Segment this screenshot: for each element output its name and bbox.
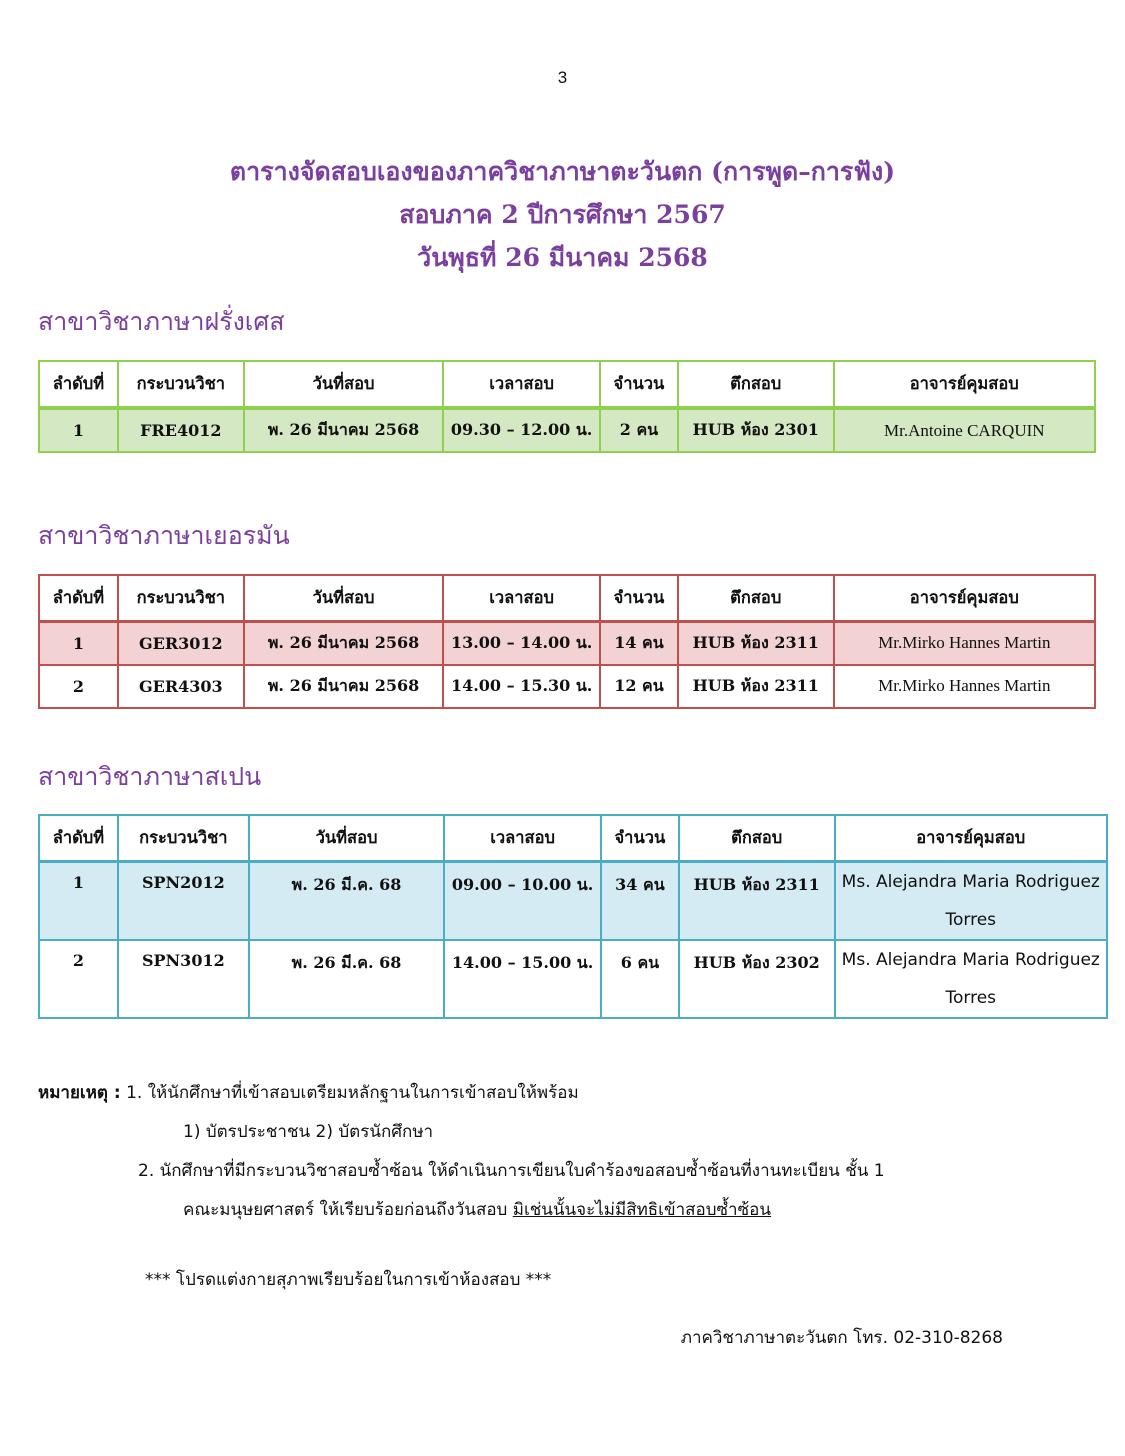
cell-count: 2 คน	[600, 408, 678, 452]
table-header-row	[39, 575, 1095, 622]
note-item-1-text: 1. ให้นักศึกษาที่เข้าสอบเตรียมหลักฐานในการเข้าสอบให้พร้อม	[126, 1083, 579, 1103]
header-room: ตึกสอบ	[678, 575, 834, 622]
cell-proctor	[835, 862, 1107, 941]
cell-no: 1	[39, 862, 118, 941]
header-course: กระบวนวิชา	[118, 815, 249, 862]
header-time: เวลาสอบ	[443, 575, 600, 622]
cell-course: FRE4012	[118, 408, 244, 452]
section-heading-french: สาขาวิชาภาษาฝรั่งเศส	[38, 307, 285, 336]
department-contact: ภาควิชาภาษาตะวันตก โทร. 02-310-8268	[680, 1328, 1003, 1348]
note-item-2-cont-text: คณะมนุษยศาสตร์ ให้เรียบร้อยก่อนถึงวันสอบ	[183, 1200, 508, 1220]
section-heading-spanish: สาขาวิชาภาษาสเปน	[38, 762, 262, 791]
header-date: วันที่สอบ	[244, 575, 444, 622]
note-item-1	[38, 1074, 1088, 1113]
cell-proctor: Mr.Mirko Hannes Martin	[834, 622, 1095, 665]
header-time: เวลาสอบ	[444, 815, 601, 862]
exam-table-french	[38, 360, 1096, 453]
header-count: จำนวน	[601, 815, 679, 862]
title-line-1: ตารางจัดสอบเองของภาควิชาภาษาตะวันตก (การพูด–การฟัง)	[229, 157, 896, 186]
cell-no: 1	[39, 408, 118, 452]
cell-count: 14 คน	[600, 622, 678, 665]
cell-course: GER3012	[118, 622, 244, 665]
cell-course: GER4303	[118, 665, 244, 708]
header-proctor: อาจารย์คุมสอบ	[835, 815, 1107, 862]
header-time: เวลาสอบ	[443, 361, 600, 408]
cell-count: 12 คน	[600, 665, 678, 708]
page-title	[0, 150, 1125, 279]
header-date: วันที่สอบ	[249, 815, 444, 862]
exam-table-german	[38, 574, 1096, 709]
header-room: ตึกสอบ	[678, 361, 834, 408]
table-row	[39, 862, 1107, 941]
header-proctor: อาจารย์คุมสอบ	[834, 361, 1095, 408]
header-count: จำนวน	[600, 575, 678, 622]
table-row	[39, 622, 1095, 665]
cell-time: 14.00 – 15.30 น.	[443, 665, 600, 708]
header-no: ลำดับที่	[39, 361, 118, 408]
cell-room: HUB ห้อง 2311	[678, 622, 834, 665]
cell-course: SPN2012	[118, 862, 249, 941]
cell-proctor	[835, 940, 1107, 1018]
cell-proctor: Mr.Mirko Hannes Martin	[834, 665, 1095, 708]
cell-no: 2	[39, 940, 118, 1018]
cell-proctor: Mr.Antoine CARQUIN	[834, 408, 1095, 452]
dress-code-note: *** โปรดแต่งกายสุภาพเรียบร้อยในการเข้าห้องสอบ ***	[145, 1270, 552, 1290]
cell-no: 2	[39, 665, 118, 708]
header-count: จำนวน	[600, 361, 678, 408]
cell-time: 09.00 – 10.00 น.	[444, 862, 601, 941]
cell-room: HUB ห้อง 2311	[679, 862, 835, 941]
note-item-2-cont	[38, 1191, 1088, 1230]
note-item-1-sub: 1) บัตรประชาชน 2) บัตรนักศึกษา	[183, 1122, 434, 1142]
title-line-3: วันพุธที่ 26 มีนาคม 2568	[417, 243, 708, 272]
cell-time: 14.00 – 15.00 น.	[444, 940, 601, 1018]
cell-date: พ. 26 มี.ค. 68	[249, 940, 444, 1018]
cell-count: 6 คน	[601, 940, 679, 1018]
header-proctor: อาจารย์คุมสอบ	[834, 575, 1095, 622]
header-no: ลำดับที่	[39, 815, 118, 862]
cell-date: พ. 26 มีนาคม 2568	[244, 622, 444, 665]
exam-table-spanish	[38, 814, 1108, 1019]
table-row	[39, 665, 1095, 708]
cell-room: HUB ห้อง 2301	[678, 408, 834, 452]
table-header-row	[39, 815, 1107, 862]
cell-time: 09.30 – 12.00 น.	[443, 408, 600, 452]
table-row	[39, 408, 1095, 452]
cell-course: SPN3012	[118, 940, 249, 1018]
cell-no: 1	[39, 622, 118, 665]
cell-date: พ. 26 มี.ค. 68	[249, 862, 444, 941]
header-course: กระบวนวิชา	[118, 575, 244, 622]
cell-room: HUB ห้อง 2302	[679, 940, 835, 1018]
proctor-line-2: Torres	[945, 910, 997, 930]
notes-block	[38, 1074, 1088, 1230]
cell-time: 13.00 – 14.00 น.	[443, 622, 600, 665]
table-header-row	[39, 361, 1095, 408]
cell-date: พ. 26 มีนาคม 2568	[244, 665, 444, 708]
cell-date: พ. 26 มีนาคม 2568	[244, 408, 444, 452]
header-date: วันที่สอบ	[244, 361, 444, 408]
note-warning: มิเช่นนั้นจะไม่มีสิทธิเข้าสอบซ้ำซ้อน	[512, 1200, 771, 1220]
proctor-line-2: Torres	[945, 988, 997, 1008]
header-course: กระบวนวิชา	[118, 361, 244, 408]
header-no: ลำดับที่	[39, 575, 118, 622]
proctor-line-1: Ms. Alejandra Maria Rodriguez	[841, 872, 1100, 892]
proctor-line-1: Ms. Alejandra Maria Rodriguez	[841, 950, 1100, 970]
note-item-2: 2. นักศึกษาที่มีกระบวนวิชาสอบซ้ำซ้อน ให้ดำเนินการเขียนใบคำร้องขอสอบซ้ำซ้อนที่งานทะเบียน ชั้น 1	[138, 1161, 885, 1181]
notes-label: หมายเหตุ :	[38, 1083, 121, 1103]
section-heading-german: สาขาวิชาภาษาเยอรมัน	[38, 521, 290, 550]
table-row	[39, 940, 1107, 1018]
title-line-2: สอบภาค 2 ปีการศึกษา 2567	[399, 200, 726, 229]
header-room: ตึกสอบ	[679, 815, 835, 862]
page-number: 3	[557, 68, 568, 87]
cell-room: HUB ห้อง 2311	[678, 665, 834, 708]
cell-count: 34 คน	[601, 862, 679, 941]
